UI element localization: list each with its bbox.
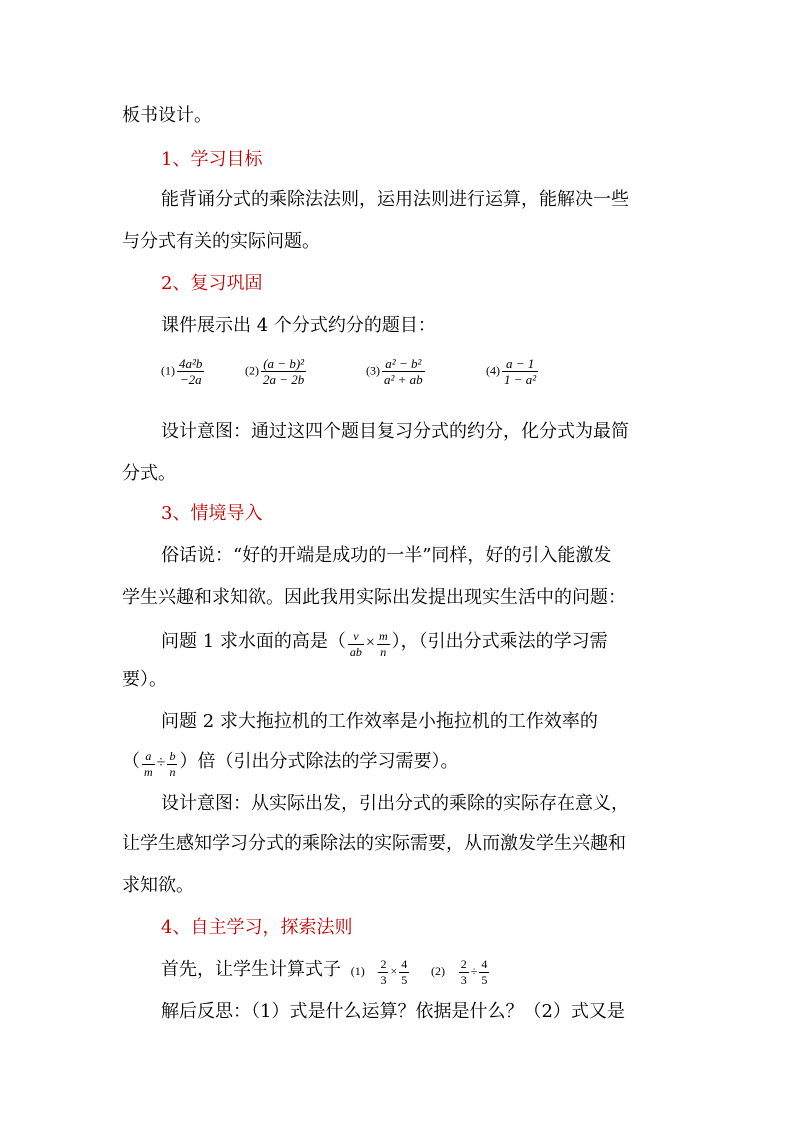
p2-frac1-numerator: a bbox=[142, 749, 155, 765]
exercise-3-numerator: a² − b² bbox=[382, 356, 425, 372]
paragraph-review-intent-line2: 分式。 bbox=[122, 463, 176, 484]
s1-frac2-numerator: 4 bbox=[401, 956, 408, 971]
exercise-3 bbox=[366, 356, 427, 387]
problem-2-suffix: ）倍（引出分式除法的学习需要）。 bbox=[179, 751, 459, 772]
heading-scenario: 3、情境导入 bbox=[161, 503, 263, 524]
exercise-2 bbox=[245, 356, 308, 387]
step-4-line bbox=[161, 950, 491, 990]
exercise-4-index: (4) bbox=[486, 363, 500, 378]
paragraph-scenario-line1: 俗话说：“好的开端是成功的一半”同样，好的引入能激发 bbox=[161, 545, 612, 566]
s2-frac2-numerator: 4 bbox=[481, 956, 488, 971]
paragraph-scenario-line2: 学生兴趣和求知欲。因此我用实际出发提出现实生活中的问题： bbox=[122, 587, 626, 608]
heading-self-study: 4、自主学习，探索法则 bbox=[161, 917, 353, 938]
exercise-4-denominator: 1 − a² bbox=[504, 372, 537, 387]
paragraph-reflection: 解后反思：（1）式是什么运算？依据是什么？（2）式又是 bbox=[161, 1001, 625, 1022]
p2-frac1-denominator: m bbox=[144, 764, 153, 779]
paragraph-problem-1-end: 要）。 bbox=[122, 669, 167, 690]
problem-2-line1: 问题 2 求大拖拉机的工作效率是小拖拉机的工作效率的 bbox=[161, 711, 598, 732]
exercise-2-index: (2) bbox=[245, 363, 259, 378]
heading-learning-goals: 1、学习目标 bbox=[161, 149, 263, 170]
s2-operator: ÷ bbox=[470, 964, 478, 978]
s1-frac2-denominator: 5 bbox=[401, 972, 408, 987]
paragraph-scenario-intent-line2: 让学生感知学习分式的乘除法的实际需要，从而激发学生兴趣和 bbox=[122, 833, 626, 854]
p2-frac2-denominator: n bbox=[169, 764, 176, 779]
p1-operator: × bbox=[365, 634, 375, 651]
exercise-4-numerator: a − 1 bbox=[502, 356, 538, 372]
p1-frac1-numerator: v bbox=[348, 629, 364, 645]
p2-operator: ÷ bbox=[156, 754, 166, 771]
p1-frac1-denominator: ab bbox=[349, 644, 362, 659]
s1-frac1-numerator: 2 bbox=[380, 956, 387, 971]
exercise-3-denominator: a² + ab bbox=[384, 372, 423, 387]
heading-review: 2、复习巩固 bbox=[161, 273, 263, 294]
s1-frac1-denominator: 3 bbox=[380, 972, 387, 987]
exercise-2-denominator: 2a − 2b bbox=[263, 372, 305, 387]
step-4-prefix: 首先，让学生计算式子 bbox=[161, 959, 341, 980]
p1-frac2-numerator: m bbox=[378, 628, 388, 643]
exercise-4 bbox=[486, 356, 540, 387]
exercise-3-index: (3) bbox=[366, 363, 380, 378]
exercise-1-denominator: −2a bbox=[179, 372, 202, 387]
problem-2-prefix: （ bbox=[122, 751, 140, 772]
intro-text: 板书设计。 bbox=[122, 105, 212, 126]
s2-frac2-denominator: 5 bbox=[481, 972, 488, 987]
paragraph-review-intent-line1: 设计意图：通过这四个题目复习分式的约分，化分式为最简 bbox=[161, 421, 629, 442]
paragraph-scenario-intent-line3: 求知欲。 bbox=[122, 875, 194, 896]
s2-frac1-denominator: 3 bbox=[460, 972, 467, 987]
exercise-1-index: (1) bbox=[161, 363, 175, 378]
problem-2-line2 bbox=[122, 744, 458, 780]
paragraph-review: 课件展示出 4 个分式约分的题目： bbox=[161, 315, 436, 336]
s1-operator: × bbox=[390, 964, 398, 978]
s2-frac1-numerator: 2 bbox=[460, 956, 467, 971]
exercise-1-numerator: 4a²b bbox=[179, 356, 203, 371]
paragraph-scenario-intent-line1: 设计意图：从实际出发，引出分式的乘除的实际存在意义， bbox=[161, 793, 629, 814]
paragraph-goals-line2: 与分式有关的实际问题。 bbox=[122, 231, 320, 252]
problem-1-line bbox=[161, 624, 608, 660]
problem-1-prefix: 问题 1 求水面的高是（ bbox=[161, 631, 346, 652]
p1-frac2-denominator: n bbox=[380, 644, 387, 659]
s2-index: (2) bbox=[430, 964, 445, 978]
s1-index: (1) bbox=[350, 964, 365, 978]
exercise-1 bbox=[161, 356, 206, 387]
p2-frac2-numerator: b bbox=[169, 748, 176, 763]
paragraph-goals-line1: 能背诵分式的乘除法法则，运用法则进行运算，能解决一些 bbox=[161, 189, 629, 210]
exercise-2-numerator: (a − b)² bbox=[261, 356, 306, 372]
problem-1-suffix: ），（引出分式乘法的学习需 bbox=[391, 631, 608, 652]
